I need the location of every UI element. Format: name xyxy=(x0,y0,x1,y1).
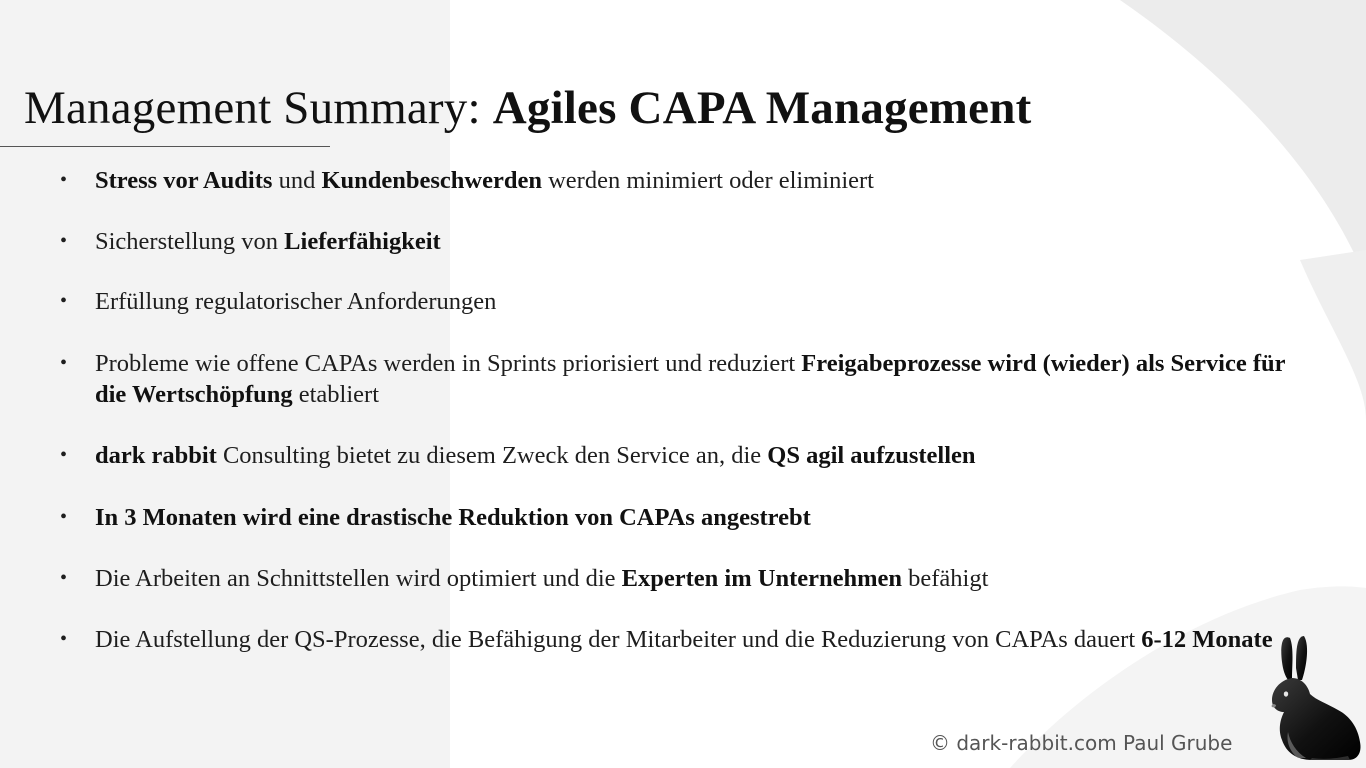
bullet-item xyxy=(60,226,1320,257)
title-underline xyxy=(0,146,330,147)
bullet-text-run: werden minimiert oder eliminiert xyxy=(541,167,874,194)
bullet-text xyxy=(95,440,1315,471)
bullet-item xyxy=(60,563,1320,594)
bullet-text xyxy=(95,165,1315,196)
bullet-dot: • xyxy=(60,567,68,589)
bullet-text-bold: Stress vor Audits xyxy=(95,167,273,194)
bullet-text-bold: In 3 Monaten wird eine drastische Reduktion von CAPAs angestrebt xyxy=(95,504,811,531)
bullet-text-run: befähigt xyxy=(902,565,989,592)
bullet-dot: • xyxy=(60,506,68,528)
bullet-text-bold: Experten im Unternehmen xyxy=(621,565,903,592)
bullet-text xyxy=(95,286,1315,317)
bullet-dot: • xyxy=(60,290,68,312)
bullet-item xyxy=(60,624,1320,655)
bullet-dot: • xyxy=(60,444,68,466)
bullet-text-bold: QS agil aufzustellen xyxy=(767,442,976,469)
bullet-text-run: Die Arbeiten an Schnittstellen wird optimiert und die xyxy=(95,565,622,592)
bullet-text xyxy=(95,502,1315,533)
bullet-text-run: Erfüllung regulatorischer Anforderungen xyxy=(95,288,497,315)
bullet-item xyxy=(60,440,1320,471)
rabbit-icon xyxy=(1252,632,1362,764)
bullet-text xyxy=(95,563,1315,594)
bullet-item xyxy=(60,502,1320,533)
bullet-text-bold: Kundenbeschwerden xyxy=(321,167,542,194)
bullet-item xyxy=(60,348,1320,410)
bullet-dot: • xyxy=(60,628,68,650)
bullet-dot: • xyxy=(60,352,68,374)
bullet-dot: • xyxy=(60,169,68,191)
bullet-text-run: Sicherstellung von xyxy=(95,228,285,255)
bullet-text-bold: 6-12 Monate xyxy=(1141,626,1273,653)
slide-title xyxy=(24,76,1031,140)
bullet-text-run: Consulting bietet zu diesem Zweck den Service an, die xyxy=(216,442,768,469)
bullet-text-run: und xyxy=(272,167,322,194)
bullet-text-run: Die Aufstellung der QS-Prozesse, die Befähigung der Mitarbeiter und die Reduzierung von CAPAs dauert xyxy=(95,626,1142,653)
bullet-text xyxy=(95,226,1315,257)
bullet-dot: • xyxy=(60,230,68,252)
bullet-item xyxy=(60,165,1320,196)
bullet-item xyxy=(60,286,1320,317)
slide-title-regular: Management Summary: xyxy=(24,82,493,134)
bullet-text-run: Probleme wie offene CAPAs werden in Sprints priorisiert und reduziert xyxy=(95,350,802,377)
bullet-text-bold: dark rabbit xyxy=(95,442,217,469)
bullet-text-bold: Lieferfähigkeit xyxy=(284,228,441,255)
bullet-text-run: etabliert xyxy=(292,381,380,408)
slide-title-bold: Agiles CAPA Management xyxy=(492,82,1032,134)
bullet-text xyxy=(95,624,1315,655)
footer-copyright: © dark-rabbit.com Paul Grube xyxy=(930,731,1233,755)
bullet-text-bold: Freigabeprozesse wird (wieder) als Service für die Wertschöpfung xyxy=(95,350,1286,408)
bullet-text xyxy=(95,348,1315,410)
